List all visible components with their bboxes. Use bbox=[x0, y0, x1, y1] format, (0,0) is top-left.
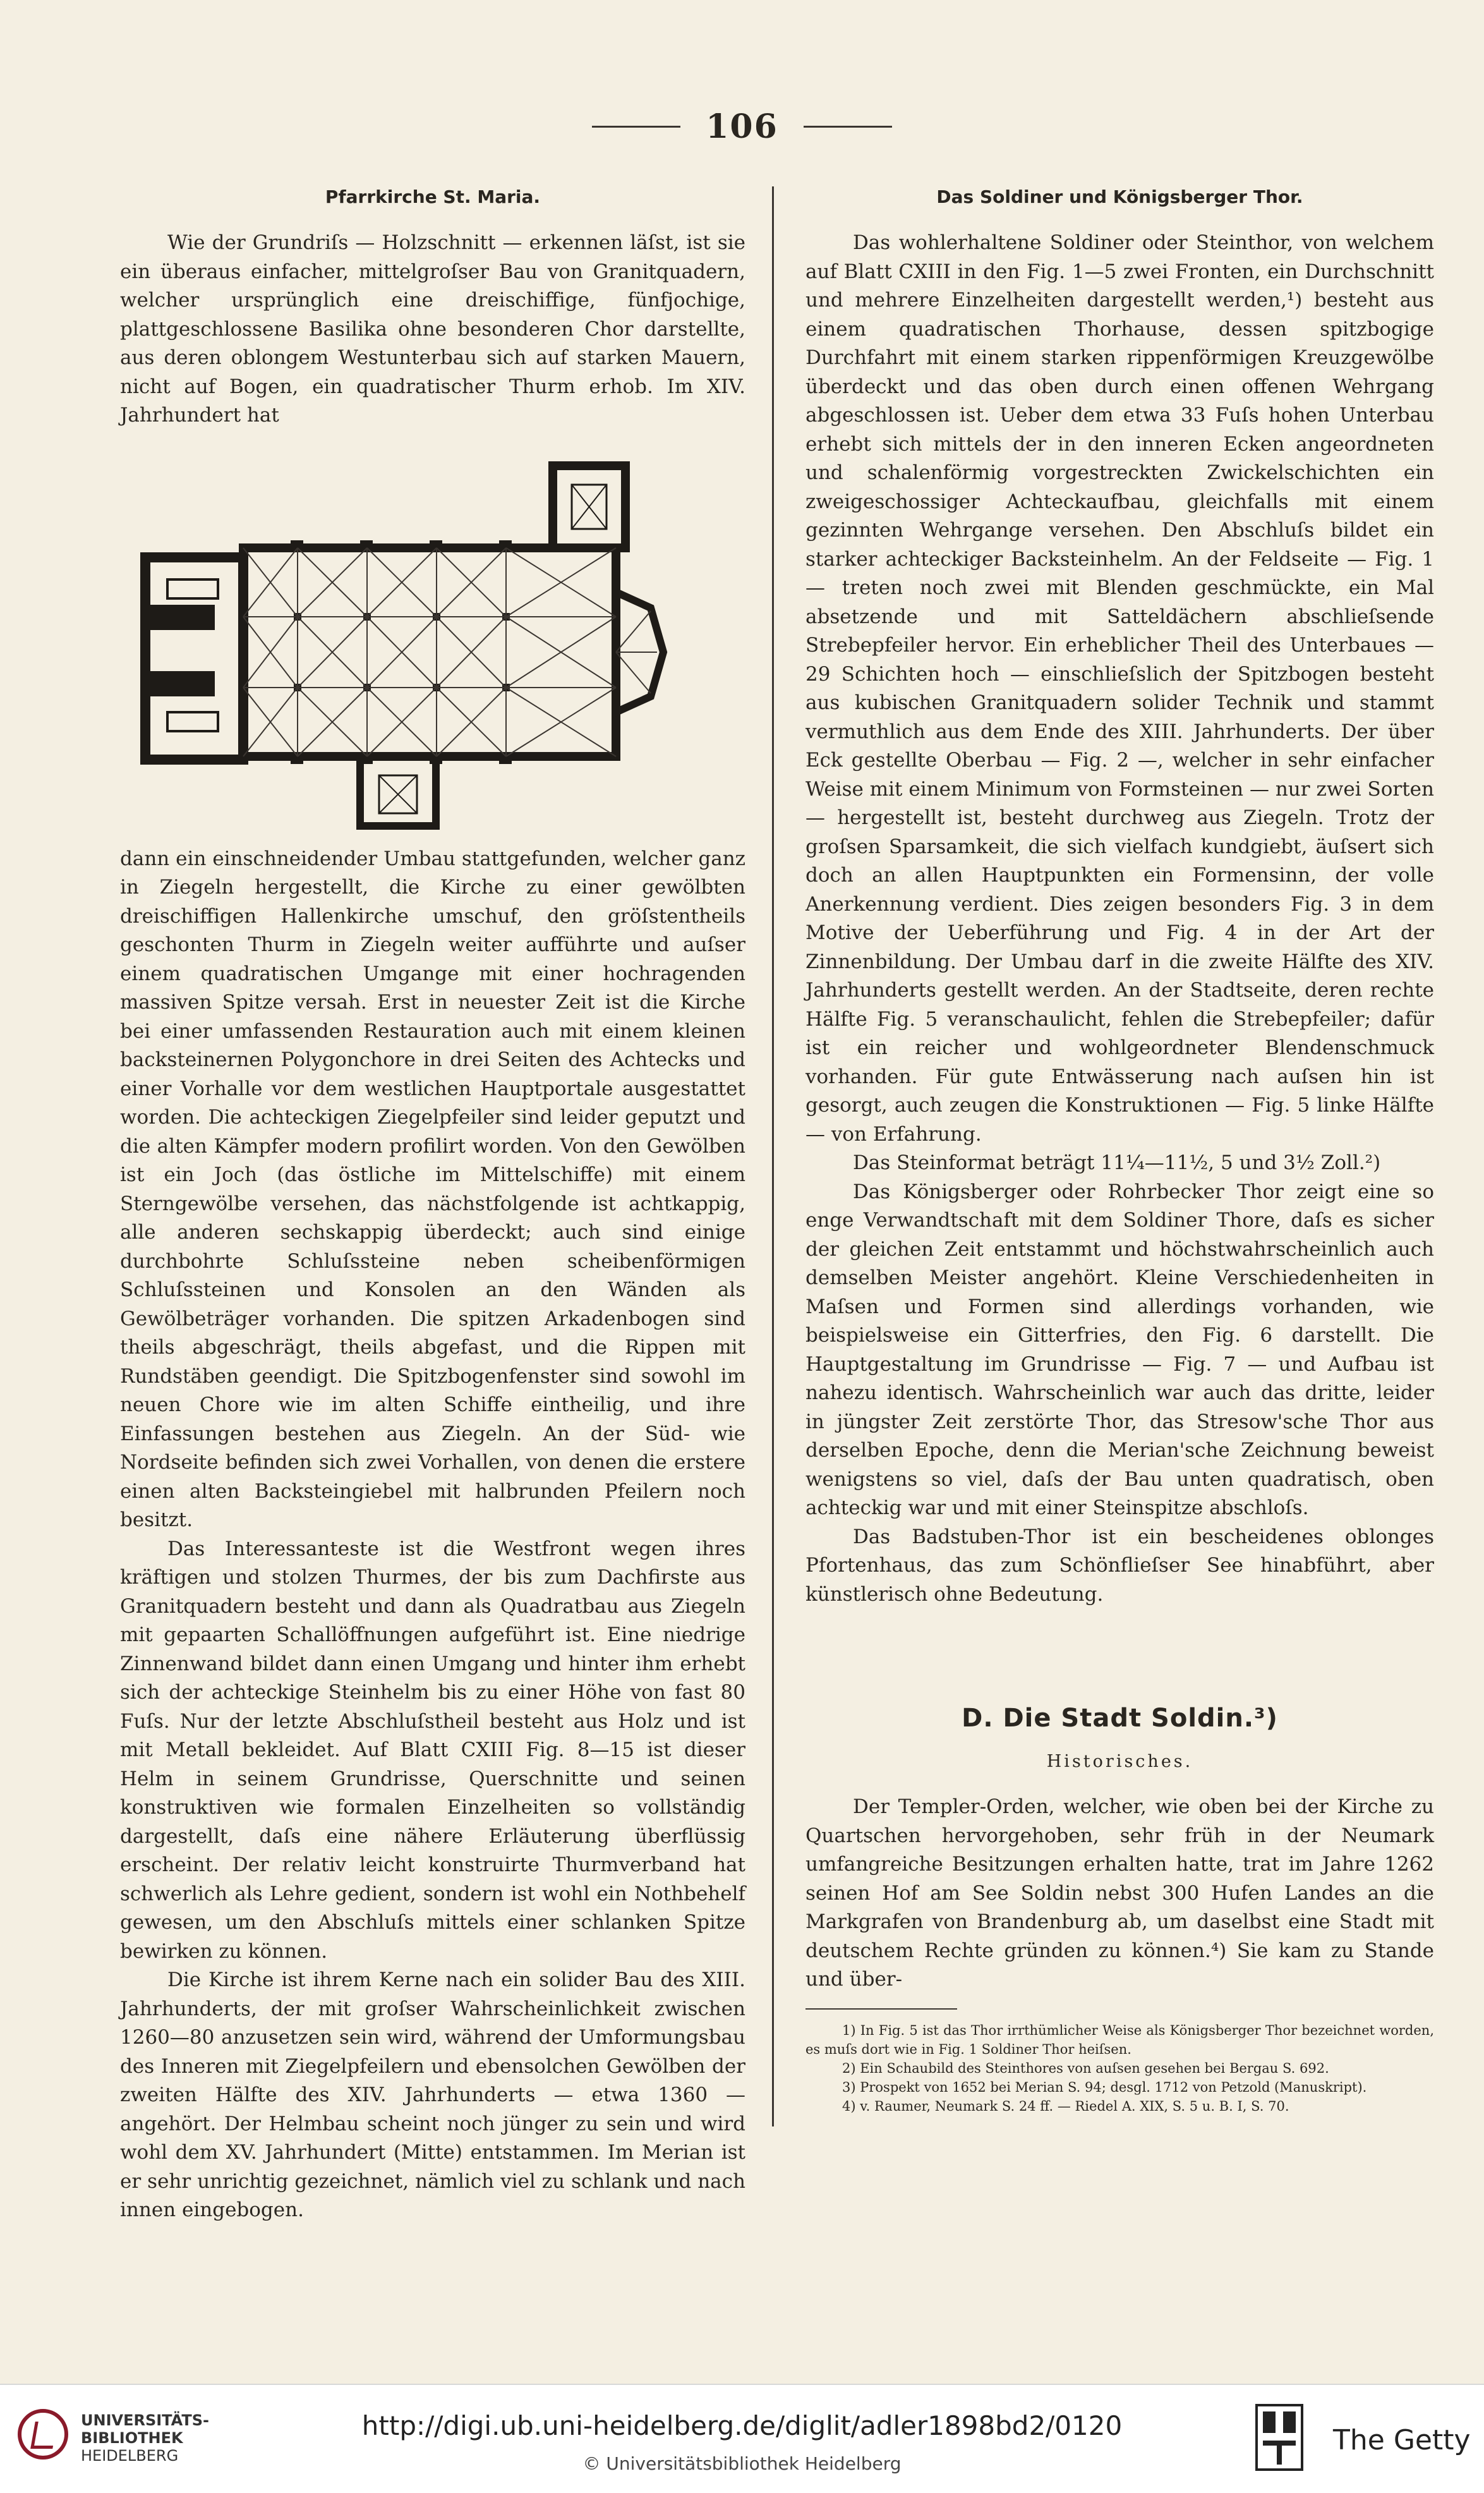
footnote: 4) v. Raumer, Neumark S. 24 ff. — Riedel A. XIX, S. 5 u. B. I, S. 70. bbox=[842, 2098, 1289, 2114]
header-rule-left bbox=[592, 126, 680, 128]
footnote-rule bbox=[805, 2008, 957, 2010]
getty-logo-icon[interactable] bbox=[1254, 2403, 1305, 2472]
left-column bbox=[120, 186, 745, 2225]
paragraph: Das Königsberger oder Rohrbecker Thor zeigt eine so enge Verwandtschaft mit dem Soldiner Thore, daſs es sicher der gleichen Zeit entstammt und höchstwahrscheinlich auch demselben Meister angehört. Kleine Verschiedenheiten in Maſsen und Formen sind allerdings vorhanden, wie beispielsweise ein Gitterfries, den Fig. 6 darstellt. Die Hauptgestaltung im Grundrisse — Fig. 7 — und Aufbau ist nahezu identisch. Wahrscheinlich war auch das dritte, leider in jüngster Zeit zerstörte Thor, das Stresow'sche Thor aus derselben Epoche, denn die Merian'sche Zeichnung beweist wenigstens so viel, daſs der Bau unten quadratisch, oben achteckig war und mit einer Steinspitze abschloſs. bbox=[805, 1180, 1434, 1519]
paragraph: Das Badstuben-Thor ist ein bescheidenes oblonges Pfortenhaus, das zum Schönflieſser See hinabführt, aber künstlerisch ohne Bedeutung. bbox=[805, 1525, 1434, 1606]
paragraph: Wie der Grundriſs — Holzschnitt — erkennen läſst, ist sie ein überaus einfacher, mittelgroſser Bau von Granitquadern, welcher ursprünglich eine dreischiffige, fünfjochige, plattgeschlossene Basilika ohne besonderen Chor darstellte, aus deren oblongem Westunterbau sich auf starken Mauern, nicht auf Bogen, ein quadratischer Thurm erhob. Im XIV. Jahrhundert hat bbox=[120, 231, 745, 427]
section-title-pfarrkirche: Pfarrkirche St. Maria. bbox=[325, 186, 541, 207]
uni-line: BIBLIOTHEK bbox=[81, 2429, 183, 2447]
footer-bar bbox=[0, 2384, 1484, 2493]
section-title-thor: Das Soldiner und Königsberger Thor. bbox=[936, 186, 1303, 207]
footnote: 2) Ein Schaubild des Steinthores von auſsen gesehen bei Bergau S. 692. bbox=[842, 2060, 1329, 2076]
footnote: 1) In Fig. 5 ist das Thor irrthümlicher Weise als Königsberger Thor bezeichnet worden, es muſs dort wie in Fig. 1 Soldiner Thor heiſsen. bbox=[805, 2022, 1434, 2057]
chapter-heading: D. Die Stadt Soldin.³) bbox=[962, 1704, 1278, 1733]
paragraph: Das Steinformat beträgt 11¼—11½, 5 und 3½ Zoll.²) bbox=[853, 1151, 1381, 1174]
page-number: 106 bbox=[706, 107, 778, 146]
copyright-notice: © Universitätsbibliothek Heidelberg bbox=[582, 2453, 902, 2474]
column-divider bbox=[772, 186, 774, 2126]
chapter-subheading: Historisches. bbox=[1046, 1752, 1193, 1771]
right-column bbox=[805, 186, 1434, 2116]
paragraph: dann ein einschneidender Umbau stattgefunden, welcher ganz in Ziegeln hergestellt, die Kirche zu einer gewölbten dreischiffigen Hallenkirche umschuf, den gröſstentheils geschonten Thurm in Ziegeln weiter aufführte und auſser einem quadratischen Umgange mit einer hochragenden massiven Spitze versah. Erst in neuester Zeit ist die Kirche bei einer umfassenden Restauration auch mit einem kleinen backsteinernen Polygonchore in drei Seiten des Achtecks und einer Vorhalle vor dem westlichen Hauptportale ausgestattet worden. Die achteckigen Ziegelpfeiler sind leider geputzt und die alten Kämpfer modern profilirt worden. Von den Gewölben ist ein Joch (das östliche im Mittelschiffe) mit einem Sterngewölbe versehen, das nächstfolgende ist achtkappig, alle anderen sechskappig überdeckt; auch sind einige durchbohrte Schluſssteine neben scheibenförmigen Schluſssteinen und Konsolen an den Wänden als Gewölbeträger vorhanden. Die spitzen Arkadenbogen sind theils abgeschrägt, theils abgefast, und die Rippen mit Rundstäben geendigt. Die Spitzbogenfenster sind sowohl im neuen Chore wie im alten Schiffe eintheilig, und ihre Einfassungen bestehen aus Ziegeln. An der Süd- wie Nordseite befinden sich zwei Vorhallen, von denen die erstere einen alten Backsteingiebel mit halbrunden Pfeilern noch besitzt. bbox=[120, 847, 745, 1531]
paragraph: Das Interessanteste ist die Westfront wegen ihres kräftigen und stolzen Thurmes, der bis zum Dachfirste aus Granitquadern besteht und dann als Quadratbau aus Ziegeln mit gepaarten Schallöffnungen aufgeführt ist. Eine niedrige Zinnenwand bildet dann einen Umgang und hinter ihm erhebt sich der achteckige Steinhelm bis zu einer Höhe von fast 80 Fuſs. Nur der letzte Abschluſstheil besteht aus Holz und ist mit Metall bekleidet. Auf Blatt CXIII Fig. 8—15 ist dieser Helm in seinem Grundrisse, Querschnitte und seinen konstruktiven wie formalen Einzelheiten so vollständig dargestellt, daſs eine nähere Erläuterung überflüssig erscheint. Der relativ leicht konstruirte Thurmverband hat schwerlich als Lehre gedient, sondern ist wohl ein Nothbehelf gewesen, um den Abschluſs mittels einer schlanken Spitze bewirken zu können. bbox=[120, 1537, 745, 1963]
paragraph: Die Kirche ist ihrem Kerne nach ein solider Bau des XIII. Jahrhunderts, der mit groſser Wahrscheinlichkeit zwischen 1260—80 anzusetzen sein wird, während der Umformungsbau des Inneren mit Ziegelpfeilern und ebensolchen Gewölben der zweiten Hälfte des XIV. Jahrhunderts — etwa 1360 — angehört. Der Helmbau scheint noch jünger zu sein und wird wohl dem XV. Jahrhundert (Mitte) entstammen. Im Merian ist er sehr unrichtig gezeichnet, nämlich viel zu schlank und nach innen eingebogen. bbox=[120, 1968, 745, 2221]
paragraph: Der Templer-Orden, welcher, wie oben bei der Kirche zu Quartschen hervorgehoben, sehr früh in der Neumark umfangreiche Besitzungen erhalten hatte, trat im Jahre 1262 seinen Hof am See Soldin nebst 300 Hufen Landes an die Markgrafen von Brandenburg ab, um daselbst eine Stadt mit deutschem Rechte gründen zu können.⁴) Sie kam zu Stande und über- bbox=[805, 1795, 1434, 1991]
page-header bbox=[0, 104, 1484, 149]
paragraph: Das wohlerhaltene Soldiner oder Steinthor, von welchem auf Blatt CXIII in den Fig. 1—5 zwei Fronten, ein Durchschnitt und mehrere Einzelheiten dargestellt werden,¹) besteht aus einem quadratischen Thorhause, dessen spitzbogige Durchfahrt mit einem starken rippenförmigen Kreuzgewölbe überdeckt und das oben durch einen offenen Wehrgang abgeschlossen ist. Ueber dem etwa 33 Fuſs hohen Unterbau erhebt sich mittels der in den inneren Ecken angeordneten und schalenförmig vorgestreckten Zwickelschichten ein zweigeschossiger Achteckaufbau, gleichfalls mit einem gezinnten Wehrgange versehen. Den Abschluſs bildet ein starker achteckiger Backsteinhelm. An der Feldseite — Fig. 1 — treten noch zwei mit Blenden geschmückte, ein Mal absetzende und mit Satteldächern abschlieſsende Strebepfeiler hervor. Ein erheblicher Theil des Unterbaues — 29 Schichten hoch — einschlieſslich der Spitzbogen besteht aus kubischen Granitquadern solider Technik und stammt vermuthlich aus dem Ende des XIII. Jahrhunderts. Der über Eck gestellte Oberbau — Fig. 2 —, welcher in sehr einfacher Weise mit einem Minimum von Formsteinen — nur zwei Sorten — hergestellt ist, besteht durchweg aus Ziegeln. Trotz der groſsen Sparsamkeit, die sich vielfach kundgiebt, äuſsert sich doch an allen Hauptpunkten ein Formensinn, der volle Anerkennung verdient. Dies zeigen besonders Fig. 3 in dem Motive der Ueberführung und Fig. 4 in der Art der Zinnenbildung. Der Umbau darf in die zweite Hälfte des XIV. Jahrhunderts gestellt werden. An der Stadtseite, deren rechte Hälfte Fig. 5 veranschaulicht, fehlen die Strebepfeiler; dafür ist ein reicher und wohlgeordneter Blendenschmuck vorhanden. Für gute Entwässerung nach auſsen hin ist gesorgt, auch zeugen die Konstruktionen — Fig. 5 linke Hälfte — von Erfahrung. bbox=[805, 231, 1434, 1146]
footnote: 3) Prospekt von 1652 bei Merian S. 94; desgl. 1712 von Petzold (Manuskript). bbox=[842, 2079, 1367, 2095]
header-rule-right bbox=[804, 126, 892, 128]
floor-plan-drawing bbox=[120, 440, 745, 832]
church-floor-plan-figure bbox=[120, 440, 745, 832]
uni-line: UNIVERSITÄTS- bbox=[81, 2411, 210, 2429]
uni-line: HEIDELBERG bbox=[81, 2447, 179, 2465]
getty-name[interactable]: The Getty bbox=[1333, 2424, 1471, 2456]
permalink-url[interactable]: http://digi.ub.uni-heidelberg.de/diglit/adler1898bd2/0120 bbox=[361, 2410, 1123, 2441]
